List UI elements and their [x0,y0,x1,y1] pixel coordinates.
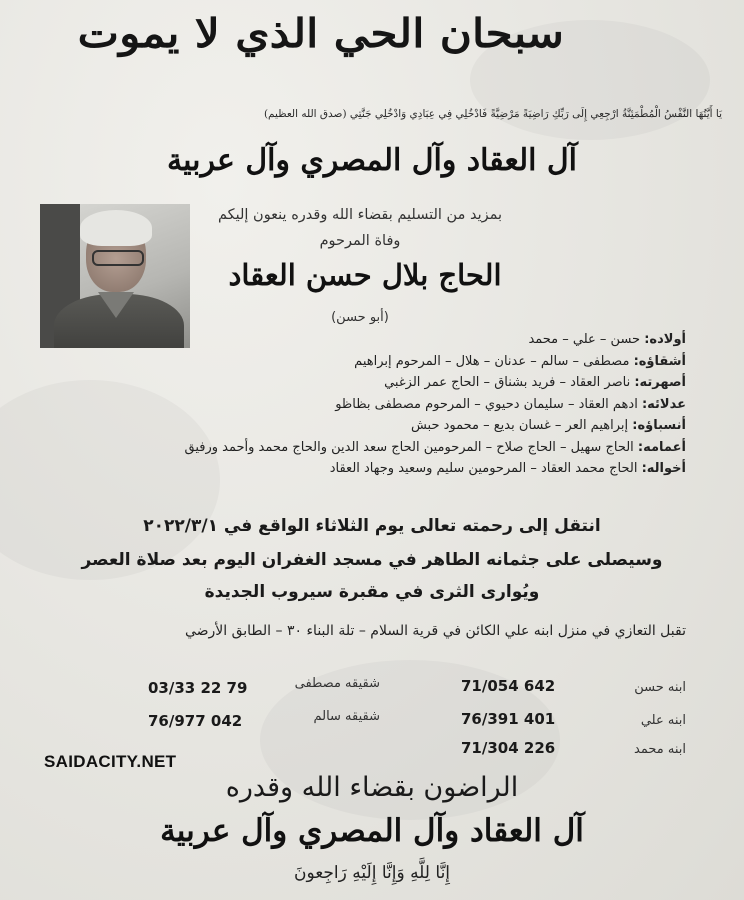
calligraphy-header: سبحان الحي الذي لا يموت [77,11,564,58]
condolence-notice: تقبل التعازي في منزل ابنه علي الكائن في قرية السلام – تلة البناء ٣٠ – الطابق الأرضي [184,623,686,639]
footer-accepted: الراضون بقضاء الله وقدره [225,772,519,803]
son-phone: 71/054 642 [461,677,556,695]
families-heading: آل العقاد وآل المصري وآل عربية [166,143,578,178]
relatives-row: أعمامه: الحاج سهيل – الحاج صلاح – المرحومين الحاج سعد الدين والحاج محمد وأحمد ورفيق [184,439,686,455]
brother-phone: 76/977 042 [148,712,243,730]
relatives-row: عدلائه: ادهم العقاد – سليمان دحيوي – المرحوم مصطفى بظاظو [335,396,686,412]
relatives-row: أصهرته: ناصر العقاد – فريد بشناق – الحاج عمر الزغبي [384,375,686,390]
quran-verse: يَا أَيَّتُهَا النَّفْسُ الْمُطْمَئِنَّةُ ارْجِعِي إِلَى رَبِّكِ رَاضِيَةً مَرْضِيَّةً فَادْخُلِي فِي عِبَادِي وَادْخُلِي جَنَّتِي (صدق الله العظيم) [263,108,722,120]
announcement-text: بمزيد من التسليم بقضاء الله وقدره ينعون إليكم [217,207,503,223]
prayer-notice: وسيصلى على جثمانه الطاهر في مسجد الغفران اليوم بعد صلاة العصر [81,550,663,570]
son-label: ابنه محمد [634,742,686,757]
death-notice: انتقل إلى رحمته تعالى يوم الثلاثاء الواقع في ٢٠٢٢/٣/١ [143,516,601,536]
son-label: ابنه حسن [634,680,686,695]
brother-label: شقيقه سالم [313,709,380,724]
deceased-name: الحاج بلال حسن العقاد [228,258,502,292]
relatives-row: أولاده: حسن – علي – محمد [528,332,686,347]
son-label: ابنه علي [640,713,686,728]
relatives-list [46,329,686,480]
relatives-row: أشقاؤه: مصطفى – سالم – عدنان – هلال – المرحوم إبراهيم [354,353,686,369]
footer-families: آل العقاد وآل المصري وآل عربية [160,813,584,849]
deceased-photo [40,204,190,348]
brother-label: شقيقه مصطفى [294,676,380,691]
burial-notice: ويُوارى الثرى في مقبرة سيروب الجديدة [204,582,540,602]
site-watermark: SAIDACITY.NET [44,752,177,771]
relatives-row: أخواله: الحاج محمد العقاد – المرحومين سليم وسعيد وجهاد العقاد [329,461,686,476]
footer-closing-verse: إِنَّا لِلَّهِ وَإِنَّا إِلَيْهِ رَاجِعونَ [293,863,451,883]
deceased-nickname: (أبو حسن) [331,310,389,325]
brother-phone: 03/33 22 79 [148,679,248,697]
late-label: وفاة المرحوم [319,233,401,249]
son-phone: 76/391 401 [461,710,556,728]
relatives-row: أنسباؤه: إبراهيم العر – غسان بديع – محمود حبش [410,418,686,433]
son-phone: 71/304 226 [461,739,556,757]
